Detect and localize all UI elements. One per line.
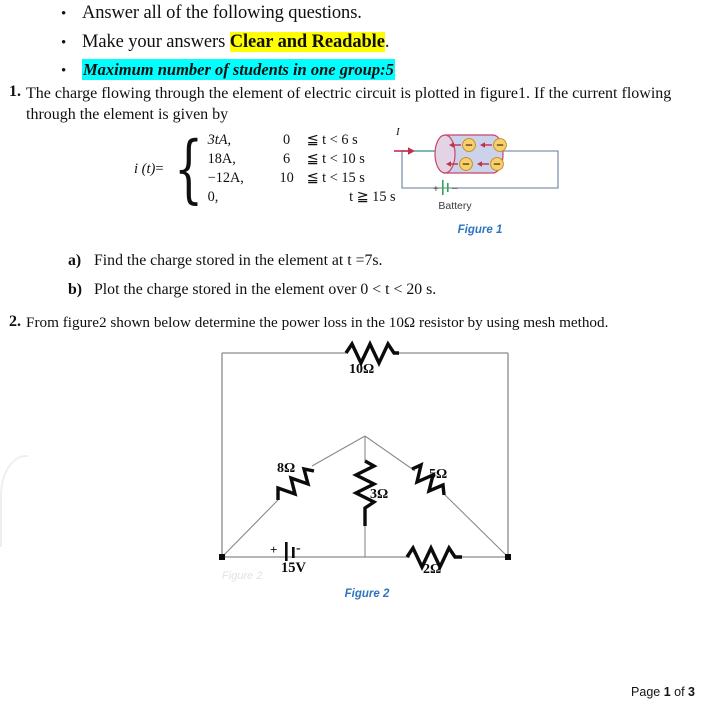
figure2-caption: Figure 2 xyxy=(344,588,390,600)
node-bottom-right xyxy=(505,554,511,560)
equation-condition: t ≧ 15 s xyxy=(349,189,396,205)
wire-left-diagonal-upper xyxy=(312,436,365,466)
resistor-10-ohm-icon xyxy=(346,344,399,363)
resistor-10-ohm-label: 10Ω xyxy=(349,362,375,377)
page-footer xyxy=(631,685,695,699)
equation-value: 0, xyxy=(207,189,219,205)
electron xyxy=(463,139,476,152)
equation-condition: ≦ t < 6 s xyxy=(306,132,358,148)
battery-long-plate xyxy=(442,180,444,195)
list-item xyxy=(56,31,616,55)
electron xyxy=(494,139,507,152)
list-item xyxy=(56,2,616,26)
electron-minus-sign xyxy=(497,144,503,145)
bullet-icon: • xyxy=(61,6,67,22)
equation-condition: ≦ t < 15 s xyxy=(306,170,365,186)
battery-short-plate xyxy=(292,547,295,558)
question-1-text: The charge flowing through the element of electric circuit is plotted in figure1. If the current flowing through the element is given by xyxy=(26,85,672,124)
highlight-clear-and-readable: Clear and Readable xyxy=(229,31,385,52)
bullet-icon: • xyxy=(61,34,67,51)
instruction-text-1: Answer all of the following questions. xyxy=(82,3,362,23)
equation-lower-bound: 0 xyxy=(283,132,291,148)
piecewise-current-equation xyxy=(134,125,396,212)
voltage-source-15v-icon xyxy=(285,542,295,561)
instruction-suffix-2: . xyxy=(384,31,390,52)
equation-equals: = xyxy=(155,160,164,177)
instruction-text-2 xyxy=(82,31,389,55)
figure1-caption: Figure 1 xyxy=(457,224,503,236)
resistor-8-ohm-label: 8Ω xyxy=(277,461,296,476)
scan-edge-artifact xyxy=(0,455,28,547)
footer-prefix: Page xyxy=(631,685,664,699)
electron xyxy=(460,158,473,171)
equation-lower-bound: 6 xyxy=(283,151,291,167)
figure1-circuit-diagram xyxy=(388,122,568,237)
question-2-text: From figure2 shown below determine the power loss in the 10Ω resistor by using mesh method. xyxy=(26,314,609,331)
equation-row xyxy=(208,169,396,188)
equation-row xyxy=(208,131,396,150)
resistor-3-ohm-label: 3Ω xyxy=(370,487,389,502)
question-1-number: 1. xyxy=(9,83,21,100)
resistor-2-ohm-label: 2Ω xyxy=(423,562,442,577)
footer-total-pages: 3 xyxy=(688,685,695,699)
current-arrow-head xyxy=(408,147,415,155)
question-2-number: 2. xyxy=(9,313,21,330)
battery-long-plate xyxy=(285,542,288,561)
figure1-battery-label: Battery xyxy=(438,200,472,212)
equation-row xyxy=(208,150,396,169)
sub-a-text: Find the charge stored in the element at t =7s. xyxy=(94,252,383,269)
footer-middle: of xyxy=(670,685,689,699)
list-item xyxy=(56,59,616,80)
electron-minus-sign xyxy=(466,144,472,145)
electron xyxy=(491,158,504,171)
equation-value: −12A, xyxy=(207,170,244,186)
equation-value: 18A, xyxy=(207,151,236,167)
figure2-ghost-caption: Figure 2 xyxy=(222,570,263,582)
equation-rows xyxy=(208,131,396,207)
electron-minus-sign xyxy=(463,163,469,164)
equation-lhs xyxy=(134,161,167,178)
figure1-current-arrow-icon xyxy=(394,147,415,155)
equation-condition: ≦ t < 10 s xyxy=(306,151,365,167)
voltage-source-plus-sign: + xyxy=(270,542,278,557)
equation-value-text: 3tA, xyxy=(207,132,232,148)
cylinder-left-cap xyxy=(435,135,455,173)
figure1-current-label: I xyxy=(396,126,400,138)
equation-lower-bound xyxy=(270,188,304,207)
question-2 xyxy=(0,313,700,333)
battery-plus-sign: + xyxy=(433,184,439,195)
resistor-5-ohm-label: 5Ω xyxy=(429,467,448,482)
voltage-source-15v-label: 15V xyxy=(281,560,306,576)
equation-value xyxy=(208,131,270,150)
sub-b-label: b) xyxy=(68,281,83,298)
wire-right-diagonal-lower xyxy=(443,493,508,557)
sub-b-text: Plot the charge stored in the element over 0 < t < 20 s. xyxy=(94,281,437,298)
equation-lower-bound: 10 xyxy=(279,170,294,186)
sub-a-label: a) xyxy=(68,252,82,269)
highlight-max-students: Maximum number of students in one group:5 xyxy=(83,60,394,80)
equation-brace: { xyxy=(173,125,203,212)
equation-lhs-symbol: i (t) xyxy=(134,160,156,177)
footer-current-page: 1 xyxy=(663,685,671,699)
battery-minus-sign: – xyxy=(452,183,458,194)
battery-short-plate xyxy=(447,183,449,192)
instruction-prefix-2: Make your answers xyxy=(82,31,230,52)
instructions-list xyxy=(56,2,616,85)
node-bottom-left xyxy=(219,554,225,560)
electron-minus-sign xyxy=(494,163,500,164)
bullet-icon: • xyxy=(61,63,67,80)
question-1 xyxy=(0,83,700,126)
equation-row xyxy=(208,188,396,207)
question-1-sub-b xyxy=(68,281,436,299)
question-1-sub-a xyxy=(68,252,383,270)
voltage-source-minus-sign: - xyxy=(296,541,301,556)
